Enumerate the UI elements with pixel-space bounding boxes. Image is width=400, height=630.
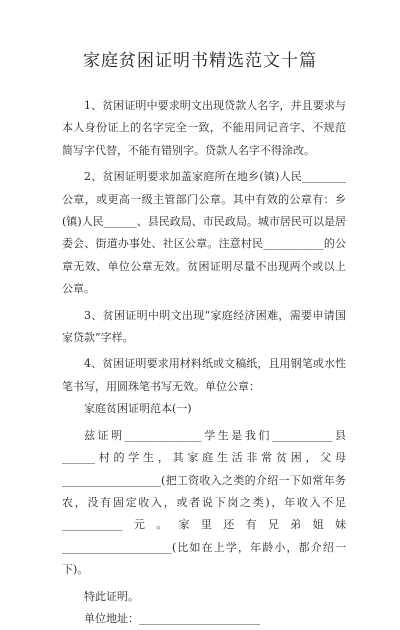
unit-address-line: 单位地址：______________________: [84, 611, 260, 625]
paragraph-3: 3、贫困证明中明文出现“家庭经济困难，需要申请国家贷款”字样。: [62, 308, 346, 345]
sample-heading: 家庭贫困证明范本(一): [84, 402, 192, 416]
paragraph-2: 2、贫困证明要求加盖家庭所在地乡(镇)人民________公章，或更高一级主管部门公章。其中有效的公章有：乡(镇)人民______、县民政局、市民政局。城市居民可以是居委会、街道办事处、社区公章。注意村民___________的公章无效、单位公章无效。贫困证明尽量不出现两个或以上公章。: [62, 170, 346, 296]
paragraph-1: 1、贫困证明中要求明文出现贷款人名字，并且要求与本人身份证上的名字完全一致，不能用同记音字、不规范简写字代替，不能有错别字。贷款人名字不得涂改。: [62, 99, 346, 157]
document-title: 家庭贫困证明书精选范文十篇: [83, 51, 317, 71]
certificate-text: 兹证明______________学生是我们___________县______村的学生，其家庭生活非常贫困，父母__________________(把工资收入之类的介绍一下如常年务农，没有固定收入，或者说下岗之类)，年收入不足___________元。家里还有兄弟姐妹____________________(比如在上学，年龄小，都介绍一下)。: [62, 428, 346, 577]
paragraph-4: 4、贫困证明要求用材料纸或文稿纸，且用钢笔或水性笔书写，用圆珠笔书写无效。单位公章：: [62, 357, 346, 393]
document-body: [62, 95, 346, 630]
certificate-closing: 特此证明。: [84, 589, 139, 603]
